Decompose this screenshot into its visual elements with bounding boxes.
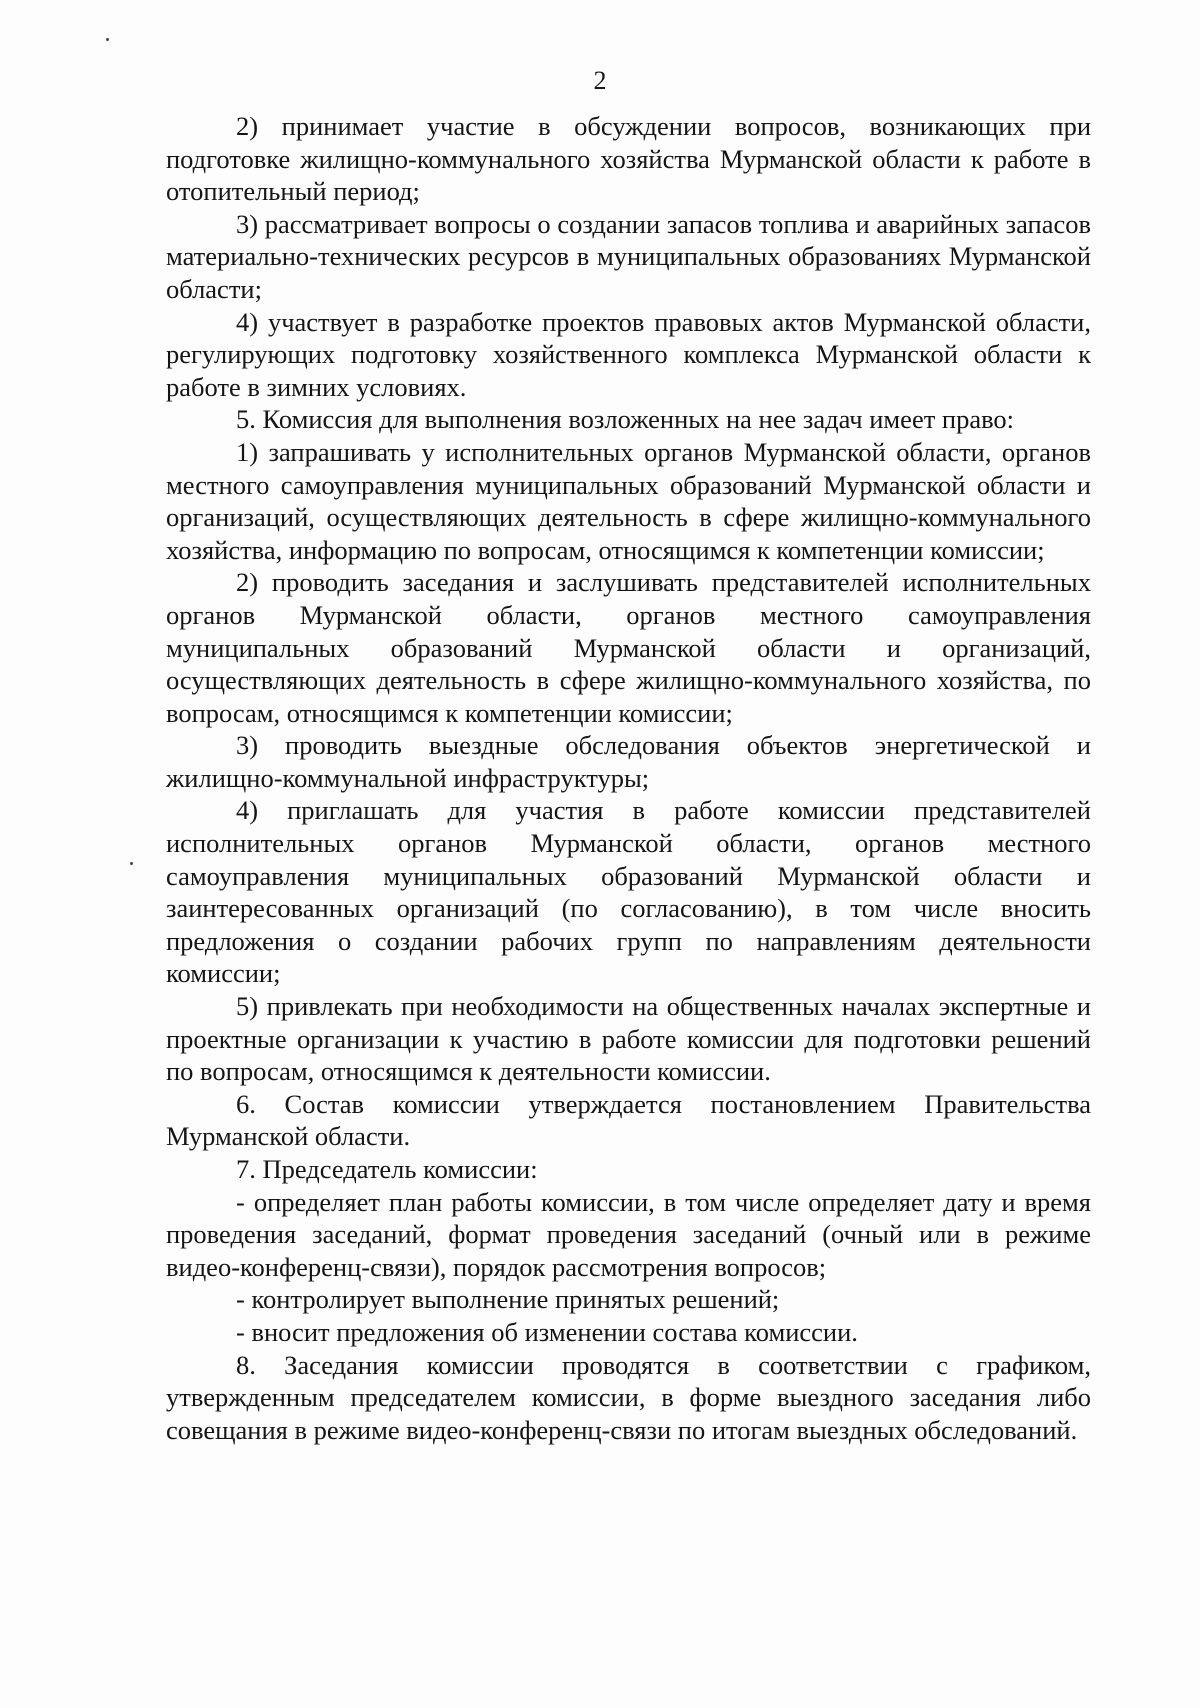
paragraph: 3) рассматривает вопросы о создании запасов топлива и аварийных запасов материально-технических ресурсов в муниципальных образованиях Мурманской области; [166, 208, 1091, 304]
paragraph: - определяет план работы комиссии, в том числе определяет дату и время проведения заседаний, формат проведения заседаний (очный или в режиме видео-конференц-связи), порядок рассмотрения вопросов; [166, 1186, 1091, 1282]
page-number: 2 [593, 66, 607, 95]
paragraph: - контролирует выполнение принятых решений; [236, 1284, 780, 1315]
document-body [166, 110, 1091, 1446]
scan-speck [106, 38, 109, 41]
paragraph: 3) проводить выездные обследования объектов энергетической и жилищно-коммунальной инфраструктуры; [166, 730, 1091, 793]
paragraph: 2) принимает участие в обсуждении вопросов, возникающих при подготовке жилищно-коммунального хозяйства Мурманской области к работе в отопительный период; [166, 111, 1091, 207]
paragraph: - вносит предложения об изменении состава комиссии. [236, 1316, 858, 1347]
paragraph: 2) проводить заседания и заслушивать представителей исполнительных органов Мурманской области, органов местного самоуправления муниципальных образований Мурманской области и организаций, осуществляющих деятельность в сфере жилищно-коммунального хозяйства, по вопросам, относящимся к компетенции комиссии; [166, 567, 1091, 728]
paragraph: 5. Комиссия для выполнения возложенных на нее задач имеет право: [236, 404, 1015, 435]
paragraph: 4) участвует в разработке проектов правовых актов Мурманской области, регулирующих подготовку хозяйственного комплекса Мурманской области к работе в зимних условиях. [166, 306, 1091, 402]
paragraph: 6. Состав комиссии утверждается постановлением Правительства Мурманской области. [166, 1088, 1091, 1152]
paragraph: 4) приглашать для участия в работе комиссии представителей исполнительных органов Мурманской области, органов местного самоуправления муниципальных образований Мурманской области и заинтересованных организаций (по согласованию), в том числе вносить предложения о создании рабочих групп по направлениям деятельности комиссии; [166, 795, 1091, 989]
paragraph: 8. Заседания комиссии проводятся в соответствии с графиком, утвержденным председателем комиссии, в форме выездного заседания либо совещания в режиме видео-конференц-связи по итогам выездных обследований. [166, 1349, 1091, 1445]
paragraph: 1) запрашивать у исполнительных органов Мурманской области, органов местного самоуправления муниципальных образований Мурманской области и организаций, осуществляющих деятельность в сфере жилищно-коммунального хозяйства, информацию по вопросам, относящимся к компетенции комиссии; [166, 436, 1091, 565]
scan-speck [130, 862, 133, 865]
paragraph: 5) привлекать при необходимости на общественных началах экспертные и проектные организации к участию в работе комиссии для подготовки решений по вопросам, относящимся к деятельности комиссии. [166, 991, 1091, 1087]
paragraph: 7. Председатель комиссии: [236, 1154, 538, 1184]
